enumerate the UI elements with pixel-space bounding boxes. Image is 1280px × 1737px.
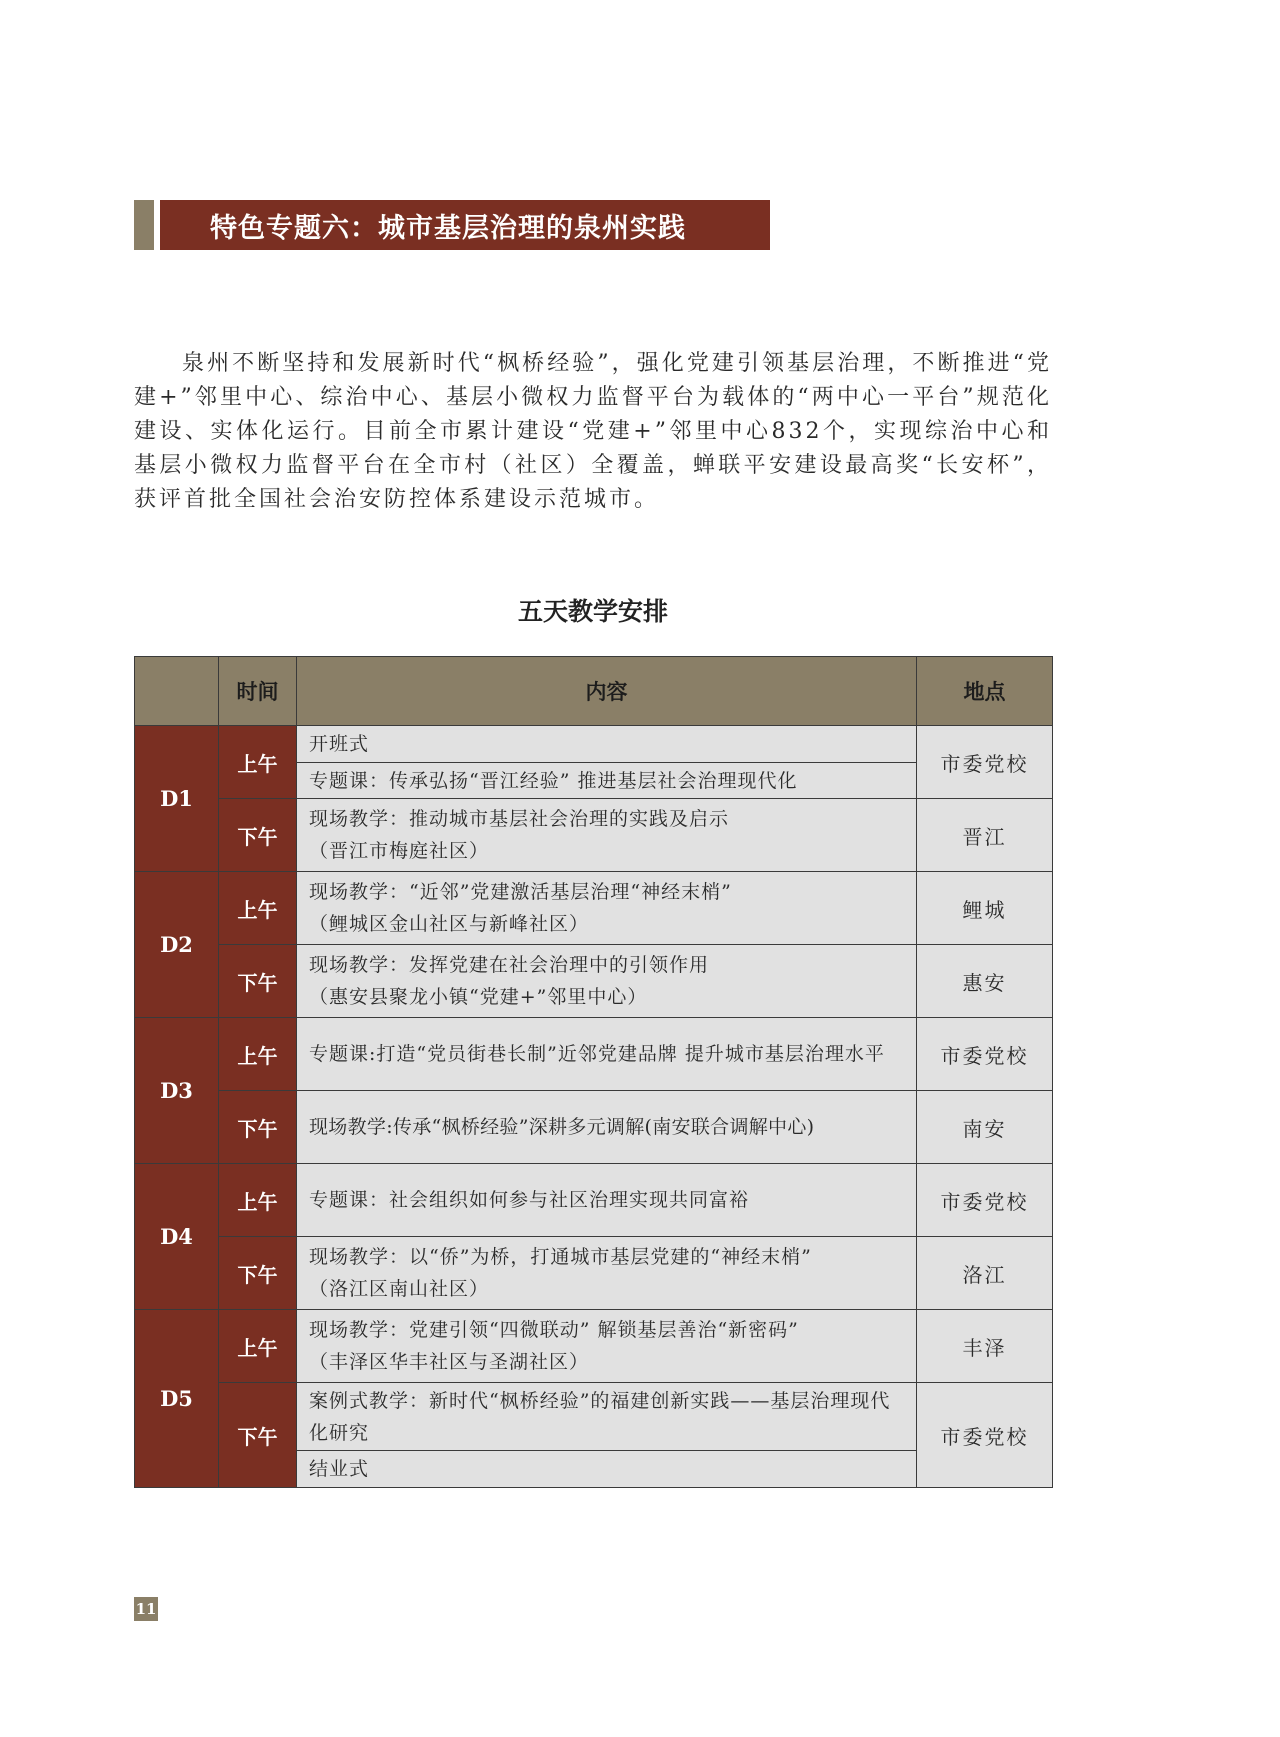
place-cell: 丰泽 <box>917 1310 1053 1383</box>
content-cell: 专题课:打造“党员街巷长制”近邻党建品牌 提升城市基层治理水平 <box>297 1018 917 1091</box>
period-label: 下午 <box>219 799 297 872</box>
content-cell: 专题课：社会组织如何参与社区治理实现共同富裕 <box>297 1164 917 1237</box>
table-header-row <box>135 657 1053 726</box>
content-cell <box>297 945 917 1018</box>
table-row <box>135 1091 1053 1164</box>
place-cell: 市委党校 <box>917 1383 1053 1488</box>
content-cell: 案例式教学：新时代“枫桥经验”的福建创新实践——基层治理现代化研究 <box>297 1383 917 1451</box>
content-cell: 现场教学:传承“枫桥经验”深耕多元调解(南安联合调解中心) <box>297 1091 917 1164</box>
period-label: 上午 <box>219 872 297 945</box>
content-line: （洛江区南山社区） <box>309 1278 490 1300</box>
place-cell: 市委党校 <box>917 726 1053 799</box>
period-label: 下午 <box>219 945 297 1018</box>
intro-paragraph: 泉州不断坚持和发展新时代“枫桥经验”，强化党建引领基层治理，不断推进“党建+”邻里中心、综治中心、基层小微权力监督平台为载体的“两中心一平台”规范化建设、实体化运行。目前全市累计建设“党建+”邻里中心832个，实现综治中心和基层小微权力监督平台在全市村（社区）全覆盖，蝉联平安建设最高奖“长安杯”，获评首批全国社会治安防控体系建设示范城市。 <box>134 351 1052 512</box>
content-line: 现场教学：“近邻”党建激活基层治理“神经末梢” <box>309 881 732 903</box>
content-line: （鲤城区金山社区与新峰社区） <box>309 913 590 935</box>
table-row <box>135 726 1053 763</box>
content-line: 现场教学：党建引领“四微联动” 解锁基层善治“新密码” <box>309 1319 799 1341</box>
place-cell: 鲤城 <box>917 872 1053 945</box>
table-row <box>135 1310 1053 1383</box>
day-label: D1 <box>135 726 219 872</box>
place-cell: 市委党校 <box>917 1164 1053 1237</box>
table-row <box>135 872 1053 945</box>
section-header <box>134 200 770 250</box>
table-row <box>135 945 1053 1018</box>
day-label: D3 <box>135 1018 219 1164</box>
content-cell <box>297 1310 917 1383</box>
content-cell: 结业式 <box>297 1451 917 1488</box>
place-cell: 晋江 <box>917 799 1053 872</box>
table-row <box>135 799 1053 872</box>
period-label: 上午 <box>219 1018 297 1091</box>
section-title: 特色专题六：城市基层治理的泉州实践 <box>160 200 770 250</box>
day-label: D4 <box>135 1164 219 1310</box>
table-row <box>135 1164 1053 1237</box>
content-cell <box>297 799 917 872</box>
table-row <box>135 1237 1053 1310</box>
day-label: D2 <box>135 872 219 1018</box>
content-line: （丰泽区华丰社区与圣湖社区） <box>309 1351 590 1373</box>
place-cell: 洛江 <box>917 1237 1053 1310</box>
place-cell: 市委党校 <box>917 1018 1053 1091</box>
content-cell: 专题课：传承弘扬“晋江经验” 推进基层社会治理现代化 <box>297 763 917 799</box>
header-blank <box>135 657 219 726</box>
table-row <box>135 1383 1053 1451</box>
period-label: 下午 <box>219 1091 297 1164</box>
schedule-table <box>134 656 1053 1488</box>
period-label: 下午 <box>219 1237 297 1310</box>
period-label: 上午 <box>219 1310 297 1383</box>
table-row <box>135 1018 1053 1091</box>
content-line: （惠安县聚龙小镇“党建+”邻里中心） <box>309 986 648 1008</box>
header-accent-bar <box>134 200 154 250</box>
content-line: 现场教学：以“侨”为桥，打通城市基层党建的“神经末梢” <box>309 1246 812 1268</box>
header-content: 内容 <box>297 657 917 726</box>
period-label: 上午 <box>219 726 297 799</box>
place-cell: 南安 <box>917 1091 1053 1164</box>
header-time: 时间 <box>219 657 297 726</box>
content-line: 现场教学：推动城市基层社会治理的实践及启示 <box>309 808 730 830</box>
period-label: 上午 <box>219 1164 297 1237</box>
day-label: D5 <box>135 1310 219 1488</box>
page-number: 11 <box>134 1597 158 1621</box>
content-line: （晋江市梅庭社区） <box>309 840 490 862</box>
header-place: 地点 <box>917 657 1053 726</box>
table-title: 五天教学安排 <box>517 597 668 626</box>
period-label: 下午 <box>219 1383 297 1488</box>
place-cell: 惠安 <box>917 945 1053 1018</box>
content-cell <box>297 872 917 945</box>
content-line: 现场教学：发挥党建在社会治理中的引领作用 <box>309 954 710 976</box>
content-cell: 开班式 <box>297 726 917 763</box>
content-cell <box>297 1237 917 1310</box>
